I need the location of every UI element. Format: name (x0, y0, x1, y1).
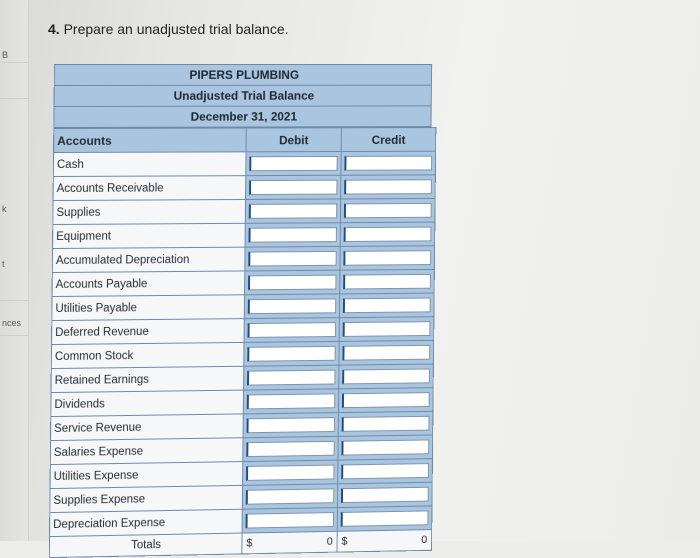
debit-input[interactable] (247, 370, 335, 386)
credit-input[interactable] (342, 392, 430, 408)
table-row (53, 222, 435, 248)
debit-input-cell (244, 294, 339, 319)
credit-input-cell (340, 222, 435, 246)
accounts-column-header: Accounts (54, 128, 247, 152)
credit-input[interactable] (342, 345, 430, 361)
debit-input[interactable] (249, 156, 337, 171)
account-name: Accumulated Depreciation (52, 247, 245, 272)
debit-input[interactable] (247, 393, 335, 409)
credit-input-cell (341, 151, 436, 175)
debit-input[interactable] (248, 251, 336, 267)
credit-input[interactable] (344, 203, 432, 218)
credit-total: 0 (421, 534, 428, 547)
account-name: Common Stock (51, 342, 244, 368)
trial-balance-worksheet (49, 64, 432, 558)
debit-input[interactable] (248, 298, 336, 314)
debit-column-header: Debit (246, 128, 341, 152)
credit-input-cell (340, 198, 435, 222)
sidebar-divider (0, 62, 28, 63)
credit-input-cell (339, 364, 434, 389)
credit-input[interactable] (341, 439, 429, 455)
sidebar-item[interactable]: t (2, 259, 5, 269)
statement-title: Unadjusted Trial Balance (54, 85, 432, 106)
credit-input[interactable] (343, 298, 431, 314)
debit-input-cell (244, 365, 339, 390)
account-name: Retained Earnings (51, 366, 244, 392)
debit-input-cell (243, 460, 338, 485)
credit-input-cell (337, 482, 432, 507)
credit-input-cell (338, 388, 433, 413)
account-name: Salaries Expense (50, 438, 243, 465)
question-text: Prepare an unadjusted trial balance. (63, 21, 289, 37)
debit-total: 0 (326, 535, 333, 548)
credit-input-cell (338, 435, 433, 460)
credit-input[interactable] (342, 416, 430, 432)
credit-input[interactable] (343, 321, 431, 337)
debit-input[interactable] (248, 275, 336, 291)
credit-input[interactable] (343, 274, 431, 290)
table-row (52, 269, 434, 296)
credit-input-cell (338, 459, 433, 484)
account-name: Supplies (53, 199, 246, 224)
debit-input[interactable] (246, 488, 334, 504)
debit-input[interactable] (247, 346, 335, 362)
credit-input[interactable] (343, 250, 431, 265)
debit-input[interactable] (248, 322, 336, 338)
question-number: 4. (48, 21, 60, 37)
credit-input[interactable] (344, 179, 432, 194)
account-name: Service Revenue (51, 414, 244, 441)
debit-input-cell (243, 389, 338, 414)
account-name: Deferred Revenue (52, 319, 245, 345)
company-name: PIPERS PLUMBING (54, 64, 432, 85)
table-row (53, 175, 435, 201)
credit-input-cell (339, 317, 434, 342)
account-name: Accounts Receivable (53, 176, 246, 201)
credit-input-cell (340, 269, 435, 294)
credit-input[interactable] (344, 227, 432, 242)
debit-input[interactable] (246, 441, 334, 457)
totals-label: Totals (49, 533, 242, 558)
sidebar-item[interactable]: B (2, 50, 9, 60)
credit-input-cell (341, 175, 436, 199)
credit-input[interactable] (341, 463, 429, 479)
account-name: Utilities Expense (50, 462, 243, 489)
credit-column-header: Credit (341, 128, 436, 152)
debit-input-cell (243, 413, 338, 438)
debit-input-cell (243, 436, 338, 461)
debit-input[interactable] (249, 227, 337, 242)
credit-input-cell (340, 246, 435, 270)
credit-input[interactable] (344, 156, 432, 171)
debit-input-cell (242, 484, 337, 509)
debit-input[interactable] (246, 465, 334, 481)
credit-input-cell (339, 293, 434, 318)
debit-input-cell (245, 199, 340, 223)
account-name: Depreciation Expense (50, 509, 243, 536)
account-name: Cash (53, 152, 246, 177)
trial-balance-table (49, 127, 437, 558)
debit-input-cell (242, 508, 337, 533)
debit-currency-symbol: $ (246, 537, 253, 550)
debit-total-cell (242, 531, 337, 554)
credit-input-cell (337, 506, 432, 531)
sidebar-item[interactable]: nces (2, 318, 22, 328)
table-row (52, 246, 434, 273)
sidebar-divider (0, 300, 28, 301)
credit-currency-symbol: $ (341, 535, 348, 548)
credit-input[interactable] (341, 487, 429, 503)
debit-input-cell (246, 152, 341, 176)
credit-input[interactable] (342, 368, 430, 384)
account-name: Accounts Payable (52, 271, 245, 297)
sidebar-item[interactable]: k (2, 204, 7, 214)
debit-input-cell (246, 175, 341, 199)
left-sidebar (0, 0, 29, 541)
credit-input[interactable] (341, 510, 429, 526)
debit-input[interactable] (247, 417, 335, 433)
account-name: Utilities Payable (52, 295, 245, 321)
debit-input-cell (245, 270, 340, 295)
account-name: Dividends (51, 390, 244, 416)
debit-input-cell (245, 246, 340, 271)
credit-input-cell (338, 411, 433, 436)
statement-date: December 31, 2021 (53, 105, 431, 128)
table-row (53, 198, 435, 224)
sidebar-divider (0, 98, 28, 99)
credit-input-cell (339, 340, 434, 365)
sidebar-divider (0, 335, 28, 336)
account-name: Supplies Expense (50, 485, 243, 512)
debit-input[interactable] (246, 512, 334, 528)
debit-input-cell (244, 318, 339, 343)
debit-input-cell (245, 223, 340, 247)
table-row (53, 151, 435, 176)
question-prompt (48, 21, 289, 37)
debit-input-cell (244, 341, 339, 366)
column-header-row (54, 128, 436, 153)
debit-input[interactable] (249, 203, 337, 218)
debit-input[interactable] (249, 180, 337, 195)
account-name: Equipment (53, 223, 246, 248)
